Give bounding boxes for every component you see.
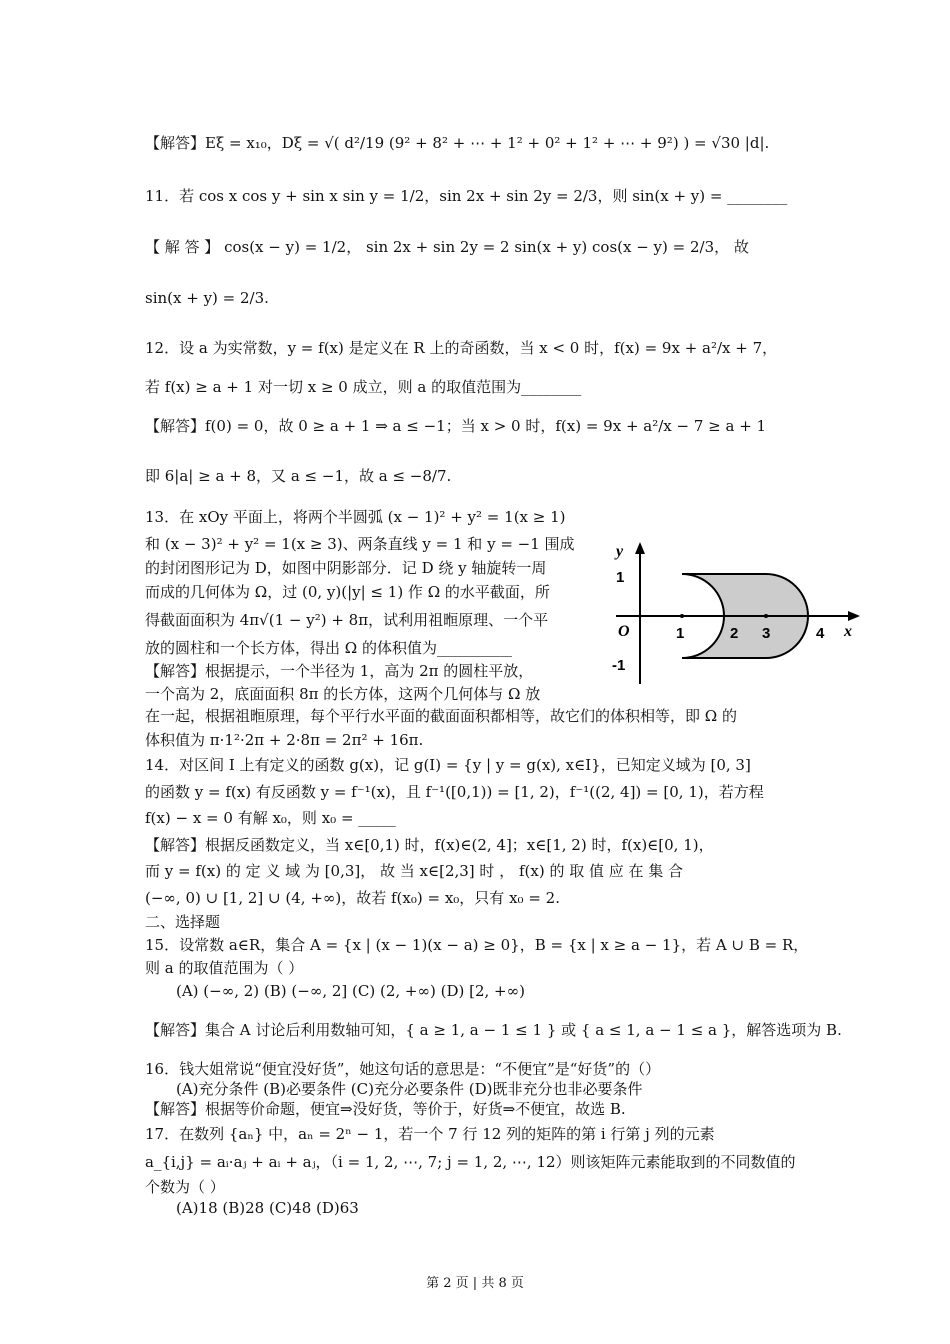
problem-15-l2: 则 a 的取值范围为（ ） [145,959,304,977]
tick-label-x1: 1 [676,625,685,642]
region-figure [598,538,862,686]
page-footer: 第 2 页 | 共 8 页 [426,1276,524,1291]
problem-13-l5: 得截面面积为 4π√(1 − y²) + 8π，试利用祖暅原理、一个平 [145,611,549,629]
solution-14-l2: 而 y = f(x) 的 定 义 域 为 [0,3]， 故 当 x∈[2,3] 时 ， f(x) 的 取 值 应 在 集 合 [145,862,684,880]
problem-15-l1: 15．设常数 a∈R，集合 A = {x | (x − 1)(x − a) ≥ 0}，B = {x | x ≥ a − 1}，若 A ∪ B = R， [145,936,809,954]
problem-14-l2: 的函数 y = f(x) 有反函数 y = f⁻¹(x)，且 f⁻¹([0,1)) = [1, 2)，f⁻¹((2, 4]) = [0, 1)，若方程 [145,783,764,801]
section-heading: 二、选择题 [145,913,221,931]
problem-15-options: (A) (−∞, 2) (B) (−∞, 2] (C) (2, +∞) (D) [2, +∞) [176,982,525,1000]
problem-17-l1: 17．在数列 {aₙ} 中，aₙ = 2ⁿ − 1，若一个 7 行 12 列的矩阵的第 i 行第 j 列的元素 [145,1125,715,1143]
problem-16: 16．钱大姐常说“便宜没好货”，她这句话的意思是：“不便宜”是“好货”的（） [145,1060,661,1078]
solution-13-l3: 在一起，根据祖暅原理，每个平行水平面的截面面积都相等，故它们的体积相等，即 Ω 的 [145,707,737,725]
solution-11-cont: sin(x + y) = 2/3. [145,289,269,307]
solution-14-l3: (−∞, 0) ∪ [1, 2] ∪ (4, +∞)，故若 f(x₀) = x₀，只有 x₀ = 2. [145,889,560,907]
problem-17-options: (A)18 (B)28 (C)48 (D)63 [176,1199,359,1217]
solution-16: 【解答】根据等价命题，便宜⇒没好货，等价于，好货⇒不便宜，故选 B. [145,1100,626,1118]
solution-12-cont: 即 6|a| ≥ a + 8，又 a ≤ −1，故 a ≤ −8/7. [145,467,452,485]
problem-13-l4: 而成的几何体为 Ω，过 (0, y)(|y| ≤ 1) 作 Ω 的水平截面，所 [145,583,550,601]
solution-12: 【解答】f(0) = 0，故 0 ≥ a + 1 ⇒ a ≤ −1；当 x > 0 时，f(x) = 9x + a²/x − 7 ≥ a + 1 [145,417,767,435]
solution-13-l1: 【解答】根据提示，一个半径为 1，高为 2π 的圆柱平放， [145,662,534,680]
problem-16-options: (A)充分条件 (B)必要条件 (C)充分必要条件 (D)既非充分也非必要条件 [176,1080,643,1098]
tick-label-y-neg1: -1 [612,657,626,674]
problem-17-l3: 个数为（ ） [145,1178,225,1196]
tick-label-y1: 1 [616,569,625,586]
solution-15: 【解答】集合 A 讨论后利用数轴可知，{ a ≥ 1, a − 1 ≤ 1 } 或 { a ≤ 1, a − 1 ≤ a }，解答选项为 B. [145,1021,842,1039]
solution-13-l4: 体积值为 π·1²·2π + 2·8π = 2π² + 16π. [145,731,424,749]
solution-14-l1: 【解答】根据反函数定义，当 x∈[0,1) 时，f(x)∈(2, 4]；x∈[1, 2) 时，f(x)∈[0, 1)， [145,836,714,854]
tick-mark-3 [764,614,768,618]
origin-label: O [618,623,630,640]
tick-mark-1 [680,614,684,618]
problem-11: 11．若 cos x cos y + sin x sin y = 1/2，sin 2x + sin 2y = 2/3，则 sin(x + y) = ________ [145,187,788,205]
tick-label-x3: 3 [762,625,771,642]
x-axis-label: x [844,623,852,640]
solution-11: 【 解 答 】 cos(x − y) = 1/2， sin 2x + sin 2y = 2 sin(x + y) cos(x − y) = 2/3， 故 [145,238,749,256]
problem-13-l6: 放的圆柱和一个长方体，得出 Ω 的体积值为__________ [145,639,512,657]
problem-14-l1: 14．对区间 I 上有定义的函数 g(x)，记 g(I) = {y | y = g(x), x∈I}，已知定义域为 [0, 3] [145,756,751,774]
tick-label-x2: 2 [730,625,739,642]
solution-13-l2: 一个高为 2，底面面积 8π 的长方体，这两个几何体与 Ω 放 [145,685,541,703]
problem-13-l1: 13．在 xOy 平面上，将两个半圆弧 (x − 1)² + y² = 1(x ≥ 1) [145,508,566,526]
tick-label-x4: 4 [816,625,825,642]
solution-10: 【解答】Eξ = x₁₀，Dξ = √( d²/19 (9² + 8² + ⋯ + 1² + 0² + 1² + ⋯ + 9²) ) = √30 |d|. [145,134,770,152]
y-axis-arrow [635,542,645,554]
problem-14-l3: f(x) − x = 0 有解 x₀，则 x₀ = _____ [145,809,396,827]
y-axis-label: y [616,543,624,560]
problem-13-l2: 和 (x − 3)² + y² = 1(x ≥ 3)、两条直线 y = 1 和 y = −1 围成 [145,535,575,553]
x-axis-arrow [848,611,860,621]
problem-12-cont: 若 f(x) ≥ a + 1 对一切 x ≥ 0 成立，则 a 的取值范围为________ [145,378,582,396]
problem-13-l3: 的封闭图形记为 D，如图中阴影部分．记 D 绕 y 轴旋转一周 [145,559,547,577]
problem-17-l2: a_{i,j} = aᵢ·aⱼ + aᵢ + aⱼ，（i = 1, 2, ⋯, 7; j = 1, 2, ⋯, 12）则该矩阵元素能取到的不同数值的 [145,1153,796,1171]
problem-12: 12．设 a 为实常数，y = f(x) 是定义在 R 上的奇函数，当 x < 0 时，f(x) = 9x + a²/x + 7， [145,339,778,357]
